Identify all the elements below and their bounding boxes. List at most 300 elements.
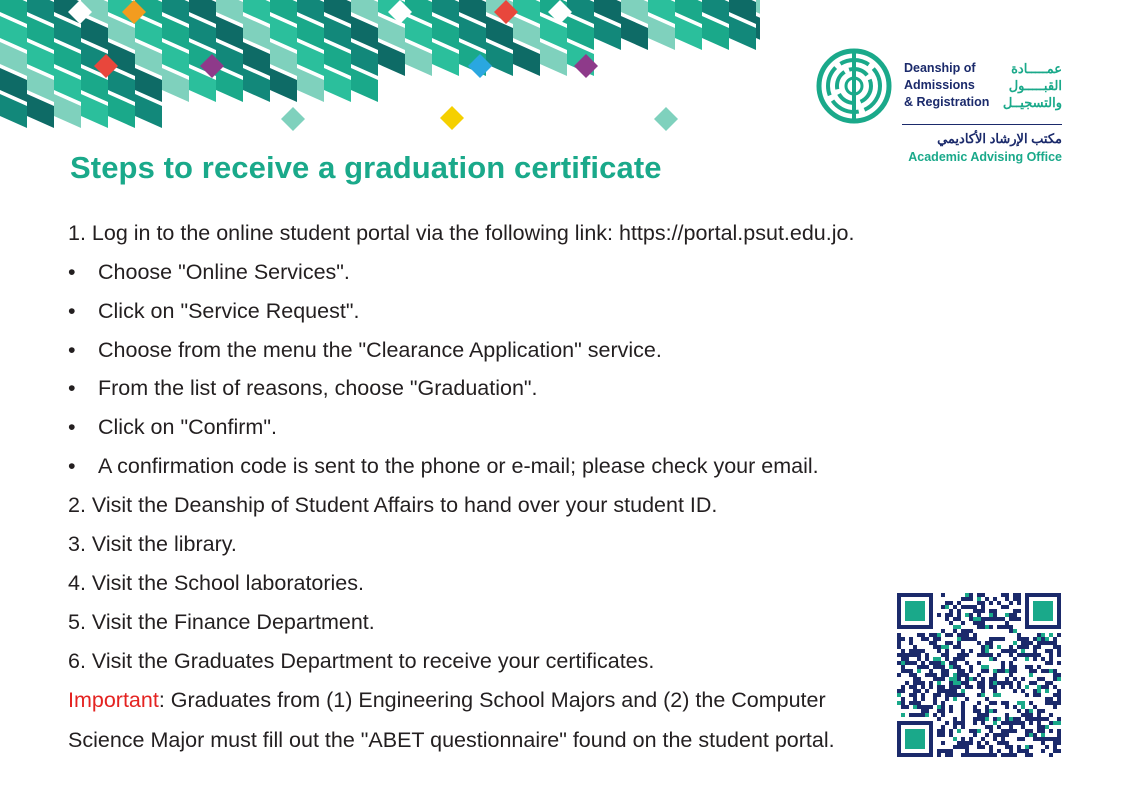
qr-module (1005, 677, 1009, 681)
qr-module (961, 649, 965, 653)
qr-module (941, 677, 945, 681)
substep-5: Click on "Confirm". (98, 415, 277, 439)
qr-module (929, 661, 933, 665)
qr-module (1045, 725, 1049, 729)
qr-module (941, 749, 945, 753)
qr-module (1001, 729, 1005, 733)
qr-module (1013, 677, 1017, 681)
qr-module (957, 665, 961, 669)
qr-module (997, 749, 1001, 753)
qr-module (917, 633, 921, 637)
qr-module (993, 701, 997, 705)
qr-module (1009, 645, 1013, 649)
qr-module (949, 709, 953, 713)
qr-module (1057, 729, 1061, 733)
qr-module (981, 677, 985, 681)
qr-module (973, 617, 977, 621)
qr-module (945, 673, 949, 677)
qr-module (985, 653, 989, 657)
qr-module (1017, 721, 1021, 725)
qr-module (1001, 681, 1005, 685)
qr-module (977, 681, 981, 685)
qr-module (993, 693, 997, 697)
qr-module (961, 673, 965, 677)
qr-module (909, 693, 913, 697)
qr-module (913, 697, 917, 701)
qr-module (953, 605, 957, 609)
qr-module (905, 669, 909, 673)
qr-module (1029, 673, 1033, 677)
qr-module (985, 733, 989, 737)
qr-module (977, 673, 981, 677)
qr-module (1013, 649, 1017, 653)
step-3: 3. Visit the library. (68, 532, 237, 556)
qr-module (989, 729, 993, 733)
qr-module (1057, 717, 1061, 721)
qr-module (1021, 721, 1025, 725)
qr-module (1013, 617, 1017, 621)
qr-module (1041, 641, 1045, 645)
qr-module (1021, 701, 1025, 705)
qr-module (1053, 693, 1057, 697)
pattern-diamond (281, 107, 305, 131)
qr-module (913, 677, 917, 681)
qr-module (1029, 653, 1033, 657)
qr-module (1001, 649, 1005, 653)
qr-module (1033, 693, 1037, 697)
qr-module (1037, 725, 1041, 729)
qr-module (1029, 709, 1033, 713)
qr-module (1033, 669, 1037, 673)
qr-module (1005, 649, 1009, 653)
qr-module (945, 605, 949, 609)
qr-module (1021, 705, 1025, 709)
qr-module (905, 657, 909, 661)
qr-module (965, 749, 969, 753)
qr-module (1025, 685, 1029, 689)
qr-module (989, 745, 993, 749)
qr-module (1049, 701, 1053, 705)
qr-module (1045, 685, 1049, 689)
qr-module (1037, 641, 1041, 645)
qr-module (933, 633, 937, 637)
qr-module (1025, 717, 1029, 721)
qr-module (1037, 713, 1041, 717)
qr-module (1057, 733, 1061, 737)
qr-module (1013, 597, 1017, 601)
qr-module (1021, 689, 1025, 693)
qr-module (981, 737, 985, 741)
qr-module (997, 617, 1001, 621)
qr-module (973, 721, 977, 725)
qr-module (1005, 745, 1009, 749)
qr-module (921, 661, 925, 665)
qr-module (969, 753, 973, 757)
qr-module (1025, 733, 1029, 737)
qr-module (1041, 677, 1045, 681)
qr-module (977, 709, 981, 713)
qr-module (965, 677, 969, 681)
qr-module (937, 753, 941, 757)
qr-module (921, 685, 925, 689)
qr-module (925, 705, 929, 709)
qr-module (953, 645, 957, 649)
qr-module (969, 649, 973, 653)
qr-module (973, 621, 977, 625)
qr-module (957, 601, 961, 605)
qr-module (1001, 617, 1005, 621)
qr-module (957, 681, 961, 685)
qr-module (977, 661, 981, 665)
qr-module (993, 721, 997, 725)
qr-module (961, 725, 965, 729)
qr-module (901, 653, 905, 657)
qr-module (949, 749, 953, 753)
qr-module (1001, 625, 1005, 629)
qr-module (917, 705, 921, 709)
qr-module (1009, 665, 1013, 669)
qr-module (1049, 713, 1053, 717)
qr-module (1013, 729, 1017, 733)
qr-module (997, 717, 1001, 721)
qr-module (1053, 737, 1057, 741)
qr-module (957, 721, 961, 725)
qr-module (1025, 713, 1029, 717)
qr-module (985, 617, 989, 621)
qr-module (961, 717, 965, 721)
qr-module (1017, 617, 1021, 621)
qr-module (1009, 601, 1013, 605)
qr-module (981, 753, 985, 757)
qr-module (941, 689, 945, 693)
qr-module (969, 737, 973, 741)
qr-module (985, 669, 989, 673)
qr-module (1009, 661, 1013, 665)
qr-module (905, 705, 909, 709)
qr-module (1057, 673, 1061, 677)
qr-module (953, 693, 957, 697)
qr-module (1037, 709, 1041, 713)
qr-module (961, 621, 965, 625)
qr-module (1057, 701, 1061, 705)
deanship-emblem-icon (816, 48, 892, 124)
qr-module (981, 605, 985, 609)
qr-module (1025, 693, 1029, 697)
qr-module (1053, 645, 1057, 649)
qr-module (1009, 673, 1013, 677)
qr-module (1033, 637, 1037, 641)
qr-module (913, 705, 917, 709)
qr-module (969, 637, 973, 641)
qr-module (1049, 681, 1053, 685)
qr-module (937, 749, 941, 753)
qr-module (941, 593, 945, 597)
qr-module (949, 609, 953, 613)
qr-module (1021, 645, 1025, 649)
qr-module (977, 729, 981, 733)
qr-module (937, 661, 941, 665)
qr-module (953, 625, 957, 629)
qr-module (989, 677, 993, 681)
qr-module (1053, 701, 1057, 705)
qr-module (937, 657, 941, 661)
qr-module (977, 693, 981, 697)
qr-module (925, 709, 929, 713)
qr-module (989, 645, 993, 649)
qr-module (977, 685, 981, 689)
qr-module (981, 685, 985, 689)
qr-module (913, 685, 917, 689)
qr-module (1017, 593, 1021, 597)
qr-module (917, 657, 921, 661)
qr-module (1033, 689, 1037, 693)
qr-module (949, 613, 953, 617)
qr-module (1033, 737, 1037, 741)
qr-module (929, 669, 933, 673)
qr-module (1013, 665, 1017, 669)
qr-finder (1033, 601, 1053, 621)
qr-module (1057, 689, 1061, 693)
qr-module (993, 613, 997, 617)
qr-module (949, 641, 953, 645)
qr-module (985, 649, 989, 653)
qr-module (1021, 725, 1025, 729)
qr-module (1049, 633, 1053, 637)
qr-module (957, 693, 961, 697)
qr-module (989, 601, 993, 605)
qr-module (945, 649, 949, 653)
qr-module (933, 677, 937, 681)
qr-module (1033, 657, 1037, 661)
qr-module (937, 689, 941, 693)
qr-module (1013, 609, 1017, 613)
qr-module (913, 693, 917, 697)
qr-module (981, 721, 985, 725)
substep-3: Choose from the menu the "Clearance Application" service. (98, 338, 662, 362)
qr-module (945, 749, 949, 753)
qr-module (949, 677, 953, 681)
qr-module (913, 673, 917, 677)
qr-module (1005, 721, 1009, 725)
qr-module (953, 617, 957, 621)
qr-module (921, 637, 925, 641)
qr-module (985, 713, 989, 717)
qr-module (1005, 713, 1009, 717)
substep-1: Choose "Online Services". (98, 260, 350, 284)
qr-module (1017, 737, 1021, 741)
qr-module (961, 721, 965, 725)
qr-module (1009, 729, 1013, 733)
qr-module (1021, 737, 1025, 741)
qr-module (945, 633, 949, 637)
qr-module (965, 593, 969, 597)
qr-module (1045, 649, 1049, 653)
qr-module (973, 637, 977, 641)
qr-module (913, 653, 917, 657)
qr-module (997, 601, 1001, 605)
bullet-icon: • (68, 376, 76, 400)
qr-module (1001, 733, 1005, 737)
qr-module (1017, 609, 1021, 613)
qr-module (937, 729, 941, 733)
qr-module (1057, 741, 1061, 745)
qr-module (1005, 681, 1009, 685)
qr-module (973, 733, 977, 737)
step-1: 1. Log in to the online student portal via the following link: https://portal.psut.edu.jo. (68, 221, 855, 245)
qr-module (909, 637, 913, 641)
qr-module (993, 669, 997, 673)
qr-module (957, 729, 961, 733)
qr-module (965, 741, 969, 745)
qr-module (1053, 745, 1057, 749)
qr-module (957, 677, 961, 681)
qr-module (941, 653, 945, 657)
qr-module (957, 741, 961, 745)
qr-module (1009, 749, 1013, 753)
qr-module (1053, 705, 1057, 709)
qr-module (1049, 697, 1053, 701)
qr-module (1057, 661, 1061, 665)
qr-module (941, 709, 945, 713)
qr-module (1049, 737, 1053, 741)
qr-module (961, 741, 965, 745)
qr-module (1013, 641, 1017, 645)
qr-module (933, 673, 937, 677)
qr-module (1041, 633, 1045, 637)
qr-module (941, 629, 945, 633)
qr-module (1041, 729, 1045, 733)
qr-module (953, 721, 957, 725)
qr-module (953, 661, 957, 665)
qr-module (969, 629, 973, 633)
qr-module (1033, 649, 1037, 653)
qr-module (901, 669, 905, 673)
qr-module (1029, 733, 1033, 737)
qr-module (1037, 729, 1041, 733)
qr-module (945, 641, 949, 645)
qr-module (1021, 649, 1025, 653)
qr-module (985, 725, 989, 729)
qr-module (1041, 709, 1045, 713)
step-4: 4. Visit the School laboratories. (68, 571, 364, 595)
qr-module (1001, 637, 1005, 641)
qr-module (937, 705, 941, 709)
qr-module (965, 653, 969, 657)
qr-module (1025, 749, 1029, 753)
office-name-english: Academic Advising Office (908, 150, 1062, 164)
qr-module (977, 617, 981, 621)
qr-module (1021, 641, 1025, 645)
qr-module (1041, 749, 1045, 753)
qr-module (961, 657, 965, 661)
qr-module (1017, 653, 1021, 657)
qr-module (925, 657, 929, 661)
qr-module (917, 677, 921, 681)
qr-module (921, 693, 925, 697)
qr-module (945, 697, 949, 701)
qr-module (1013, 629, 1017, 633)
qr-module (1009, 717, 1013, 721)
substep-4: From the list of reasons, choose "Graduation". (98, 376, 538, 400)
qr-module (1013, 721, 1017, 725)
qr-module (961, 605, 965, 609)
qr-module (917, 653, 921, 657)
qr-module (977, 609, 981, 613)
qr-module (1029, 713, 1033, 717)
qr-module (1029, 721, 1033, 725)
qr-module (941, 673, 945, 677)
qr-module (949, 729, 953, 733)
qr-module (985, 665, 989, 669)
qr-module (961, 669, 965, 673)
qr-module (945, 669, 949, 673)
qr-module (897, 641, 901, 645)
qr-module (949, 601, 953, 605)
qr-module (981, 617, 985, 621)
qr-module (981, 717, 985, 721)
qr-module (969, 605, 973, 609)
qr-module (929, 673, 933, 677)
qr-module (985, 697, 989, 701)
qr-module (897, 653, 901, 657)
qr-module (909, 685, 913, 689)
qr-module (1057, 721, 1061, 725)
qr-module (1045, 641, 1049, 645)
qr-module (905, 653, 909, 657)
qr-module (973, 717, 977, 721)
qr-module (981, 625, 985, 629)
qr-module (1025, 645, 1029, 649)
qr-module (933, 697, 937, 701)
qr-module (1049, 661, 1053, 665)
qr-module (1057, 677, 1061, 681)
qr-module (969, 729, 973, 733)
qr-module (925, 689, 929, 693)
qr-module (941, 669, 945, 673)
qr-module (997, 625, 1001, 629)
qr-module (1045, 681, 1049, 685)
qr-module (1005, 597, 1009, 601)
qr-module (1033, 733, 1037, 737)
step-6: 6. Visit the Graduates Department to receive your certificates. (68, 649, 655, 673)
qr-module (1045, 717, 1049, 721)
step-5: 5. Visit the Finance Department. (68, 610, 375, 634)
qr-module (977, 621, 981, 625)
qr-module (997, 725, 1001, 729)
qr-module (977, 625, 981, 629)
qr-module (977, 701, 981, 705)
qr-module (949, 693, 953, 697)
qr-module (981, 649, 985, 653)
qr-module (989, 637, 993, 641)
qr-module (913, 649, 917, 653)
qr-module (977, 713, 981, 717)
qr-module (1005, 705, 1009, 709)
qr-module (945, 693, 949, 697)
qr-module (1053, 677, 1057, 681)
qr-module (941, 605, 945, 609)
qr-module (949, 661, 953, 665)
qr-module (937, 685, 941, 689)
qr-module (949, 689, 953, 693)
qr-module (993, 677, 997, 681)
qr-module (941, 741, 945, 745)
qr-module (1053, 721, 1057, 725)
qr-module (917, 649, 921, 653)
bullet-icon: • (68, 299, 76, 323)
qr-module (917, 713, 921, 717)
qr-module (993, 753, 997, 757)
